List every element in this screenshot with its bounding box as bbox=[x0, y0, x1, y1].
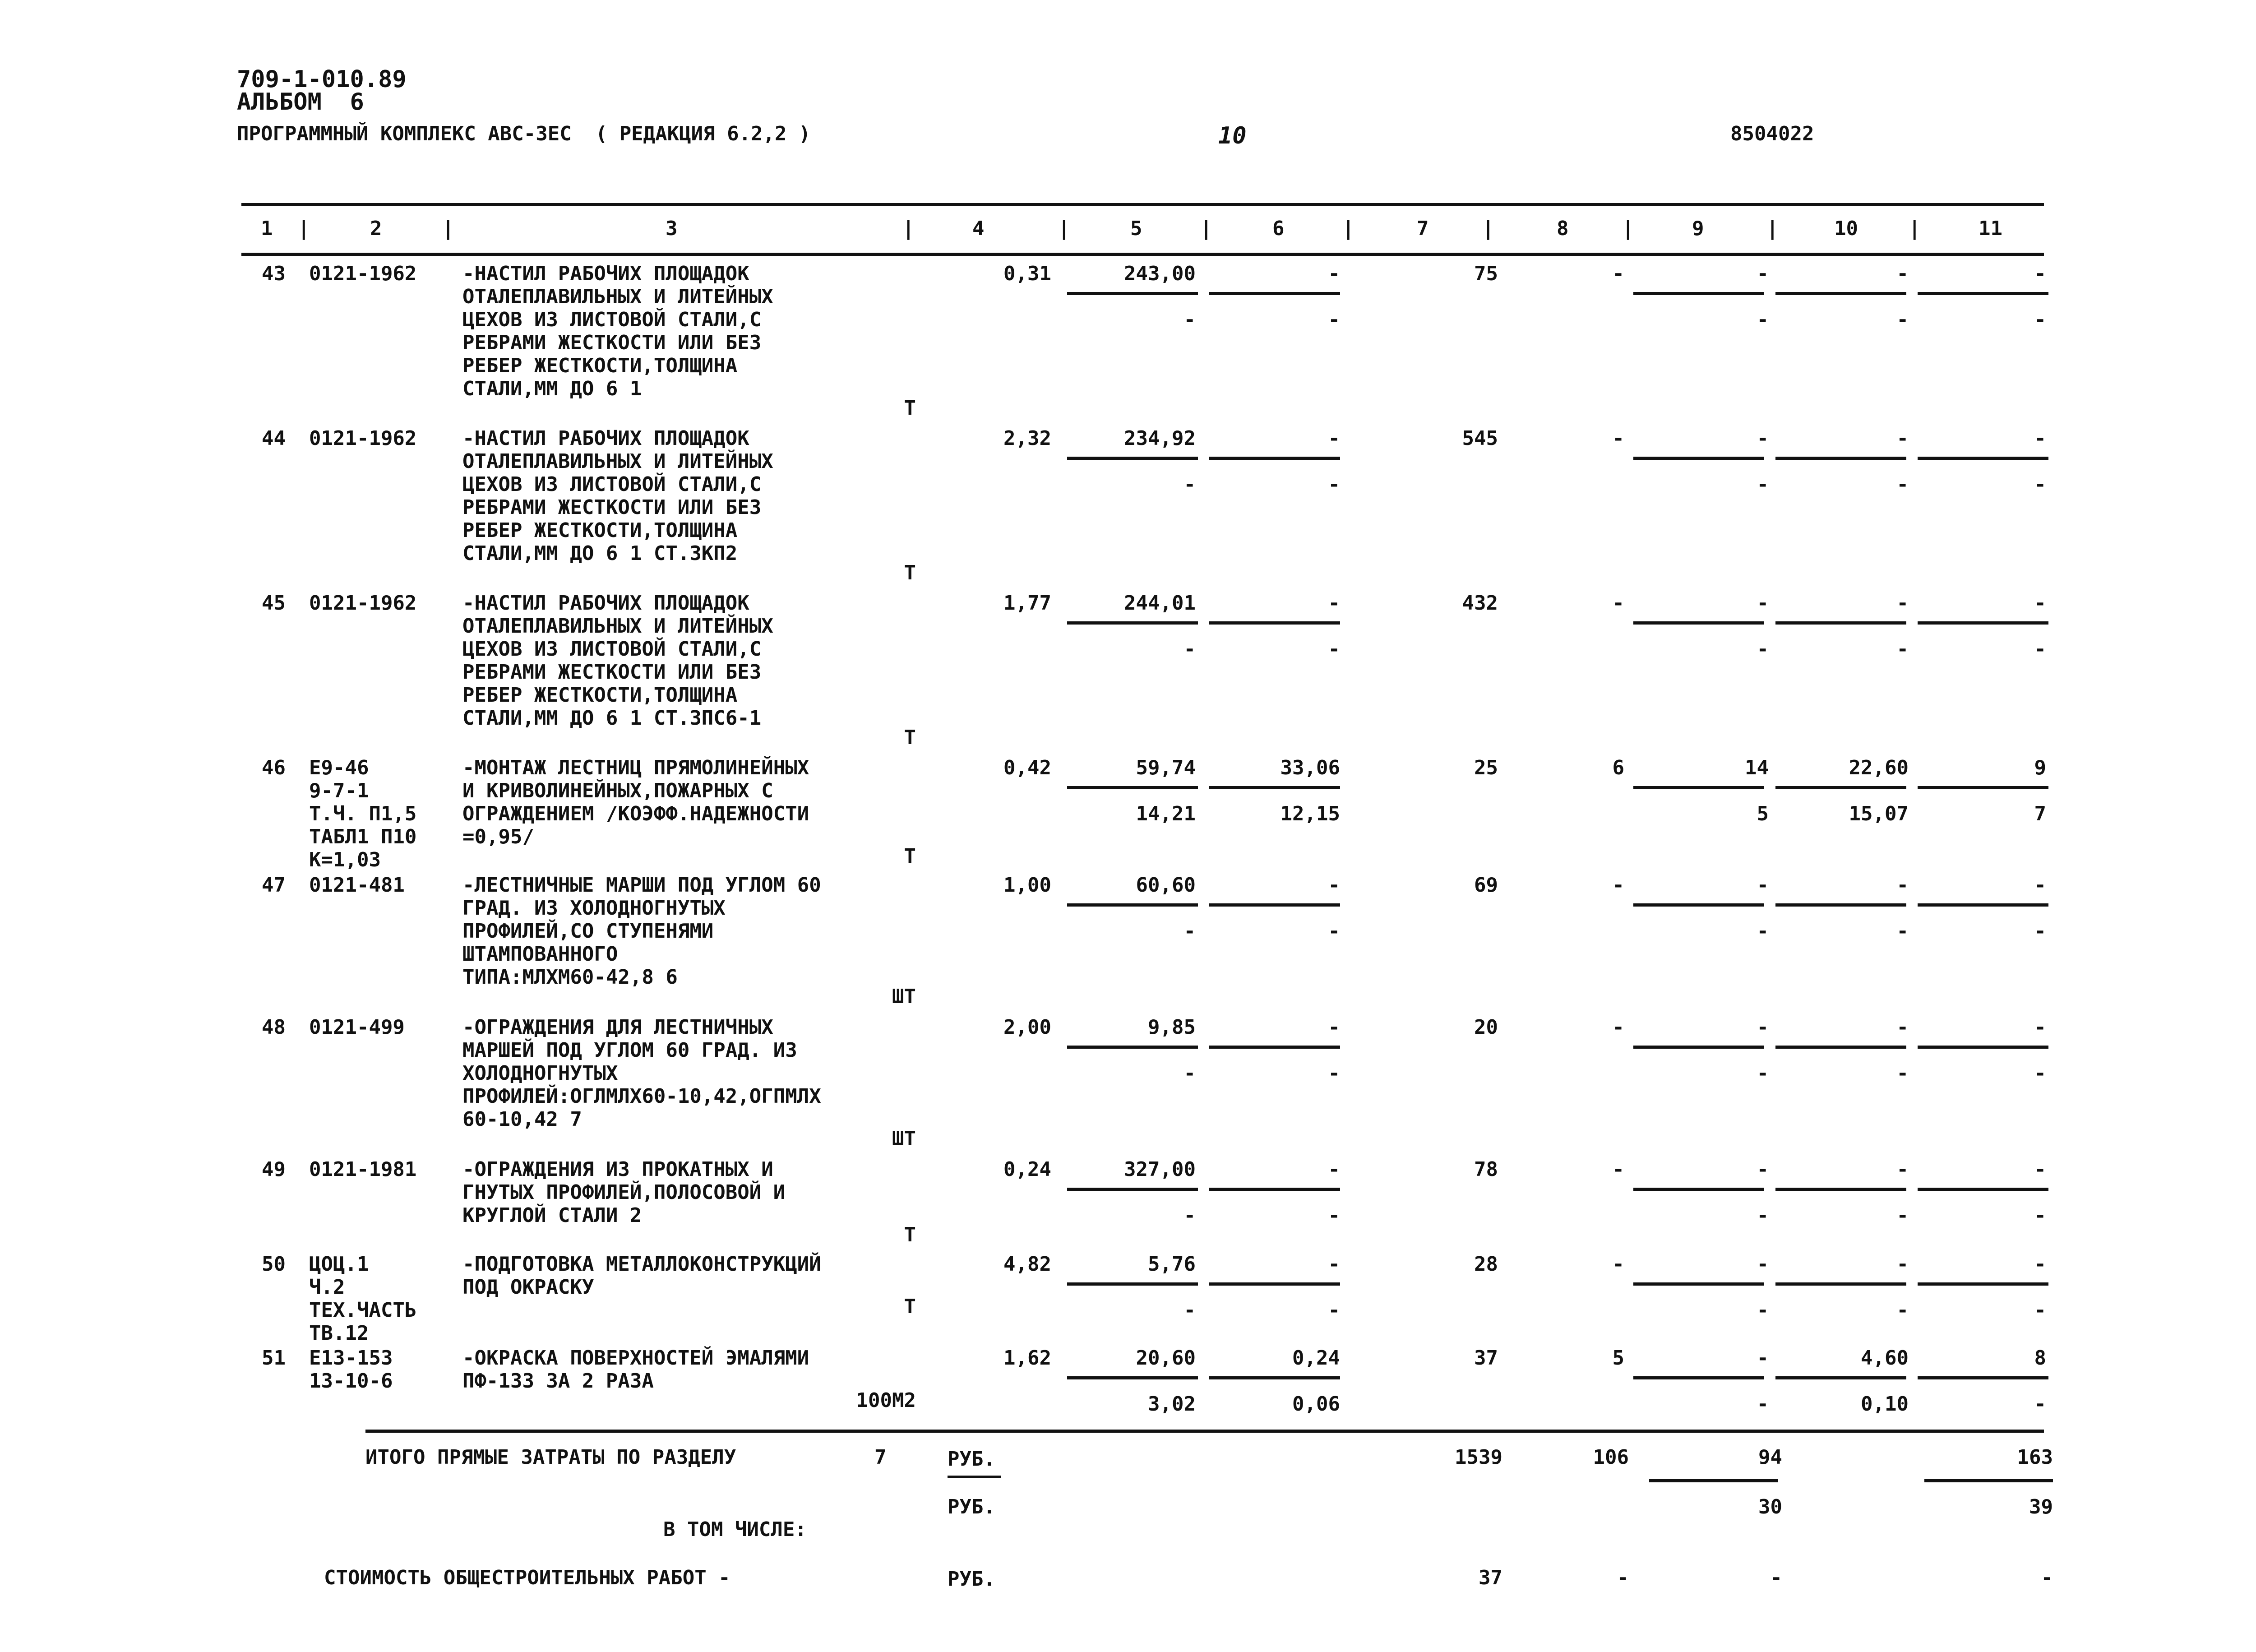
row-description: МАРШЕЙ ПОД УГЛОМ 60 ГРАД. ИЗ bbox=[462, 1039, 797, 1062]
row-col10-rule bbox=[1775, 1282, 1906, 1286]
row-description: РЕБЕР ЖЕСТКОСТИ,ТОЛЩИНА bbox=[462, 684, 738, 707]
row-description: ОТАЛЕПЛАВИЛЬНЫХ И ЛИТЕЙНЫХ bbox=[462, 615, 773, 638]
row-description: ТИПА:МЛХМ60-42,8 6 bbox=[462, 966, 678, 989]
row-col10-bottom: - bbox=[1896, 1062, 1909, 1085]
row-col11-rule bbox=[1918, 1188, 2048, 1191]
row-col9-rule bbox=[1633, 1282, 1764, 1286]
row-col9-top: - bbox=[1757, 1253, 1769, 1276]
row-col9-top: - bbox=[1757, 1158, 1769, 1181]
row-col6-bottom: - bbox=[1328, 473, 1340, 496]
row-description: ОТАЛЕПЛАВИЛЬНЫХ И ЛИТЕЙНЫХ bbox=[462, 450, 773, 473]
column-divider: | bbox=[298, 217, 310, 240]
row-description: ОГРАЖДЕНИЕМ /КОЭФФ.НАДЕЖНОСТИ bbox=[462, 802, 809, 825]
row-col6-rule bbox=[1209, 1046, 1340, 1049]
row-col5-top: 9,85 bbox=[1148, 1016, 1196, 1039]
row-col6-rule bbox=[1209, 1188, 1340, 1191]
row-col8: - bbox=[1612, 1253, 1624, 1276]
row-code: 0121-1981 bbox=[309, 1158, 417, 1181]
row-col6-top: - bbox=[1328, 1158, 1340, 1181]
row-col7: 75 bbox=[1474, 262, 1498, 285]
row-description: И КРИВОЛИНЕЙНЫХ,ПОЖАРНЫХ С bbox=[462, 779, 773, 802]
totals-section: 7 bbox=[874, 1446, 887, 1469]
row-col11-bottom: - bbox=[2034, 920, 2046, 943]
row-col5-bottom: - bbox=[1183, 920, 1196, 943]
row-code: ЦОЦ.1 bbox=[309, 1253, 369, 1276]
row-col9-top: 14 bbox=[1745, 756, 1769, 779]
row-col9-bottom: - bbox=[1757, 920, 1769, 943]
row-quantity: 2,00 bbox=[1003, 1016, 1051, 1039]
row-col5-top: 327,00 bbox=[1124, 1158, 1196, 1181]
row-col8: - bbox=[1612, 874, 1624, 897]
row-number: 46 bbox=[262, 756, 286, 779]
row-col11-rule bbox=[1918, 621, 2048, 625]
row-col7: 69 bbox=[1474, 874, 1498, 897]
row-col5-rule bbox=[1067, 1282, 1198, 1286]
row-col5-top: 244,01 bbox=[1124, 592, 1196, 615]
row-col10-top: - bbox=[1896, 874, 1909, 897]
table-top-rule bbox=[241, 203, 2044, 206]
row-col6-bottom: 0,06 bbox=[1292, 1393, 1340, 1416]
row-description: -МОНТАЖ ЛЕСТНИЦ ПРЯМОЛИНЕЙНЫХ bbox=[462, 756, 809, 779]
row-col7: 545 bbox=[1462, 427, 1498, 450]
row-col10-rule bbox=[1775, 457, 1906, 460]
row-col11-top: - bbox=[2034, 592, 2046, 615]
row-col10-top: 22,60 bbox=[1849, 756, 1909, 779]
row-col9-bottom: - bbox=[1757, 1393, 1769, 1416]
row-col10-bottom: - bbox=[1896, 638, 1909, 661]
row-col9-bottom: - bbox=[1757, 1299, 1769, 1322]
row-col11-bottom: - bbox=[2034, 473, 2046, 496]
row-col7: 37 bbox=[1474, 1347, 1498, 1370]
row-description: РЕБРАМИ ЖЕСТКОСТИ ИЛИ БЕЗ bbox=[462, 496, 762, 519]
column-divider: | bbox=[1622, 217, 1634, 240]
row-code: 0121-1962 bbox=[309, 427, 417, 450]
row-col8: 5 bbox=[1612, 1347, 1624, 1370]
column-divider: | bbox=[1058, 217, 1070, 240]
row-col5-rule bbox=[1067, 292, 1198, 295]
row-col11-top: - bbox=[2034, 262, 2046, 285]
row-quantity: 1,62 bbox=[1003, 1347, 1051, 1370]
row-quantity: 0,42 bbox=[1003, 756, 1051, 779]
row-description: -ЛЕСТНИЧНЫЕ МАРШИ ПОД УГЛОМ 60 bbox=[462, 874, 821, 897]
column-header-7: 7 bbox=[1417, 217, 1429, 240]
totals-col11-bottom: 39 bbox=[2029, 1495, 2053, 1518]
row-unit: Т bbox=[904, 1295, 916, 1318]
column-divider: | bbox=[1909, 217, 1921, 240]
row-code: 0121-481 bbox=[309, 874, 405, 897]
column-header-4: 4 bbox=[972, 217, 985, 240]
column-header-9: 9 bbox=[1692, 217, 1704, 240]
row-col10-rule bbox=[1775, 1188, 1906, 1191]
program-title: ПРОГРАММНЫЙ КОМПЛЕКС АВС-3ЕС ( РЕДАКЦИЯ 6.2,2 ) bbox=[237, 122, 811, 145]
column-divider: | bbox=[1342, 217, 1355, 240]
row-col6-top: - bbox=[1328, 1016, 1340, 1039]
row-col10-bottom: - bbox=[1896, 308, 1909, 331]
row-col9-bottom: - bbox=[1757, 473, 1769, 496]
row-col6-bottom: - bbox=[1328, 920, 1340, 943]
object-works-col7: 37 bbox=[1479, 1566, 1502, 1589]
totals-col9-top: 94 bbox=[1758, 1446, 1782, 1469]
album-label: АЛЬБОМ 6 bbox=[237, 88, 364, 116]
row-col10-bottom: - bbox=[1896, 1204, 1909, 1227]
row-col6-rule bbox=[1209, 457, 1340, 460]
row-col10-rule bbox=[1775, 1046, 1906, 1049]
object-works-label: СТОИМОСТЬ ОБЩЕСТРОИТЕЛЬНЫХ РАБОТ - bbox=[324, 1566, 730, 1589]
row-description: ГНУТЫХ ПРОФИЛЕЙ,ПОЛОСОВОЙ И bbox=[462, 1181, 786, 1204]
row-description: -ОКРАСКА ПОВЕРХНОСТЕЙ ЭМАЛЯМИ bbox=[462, 1347, 809, 1370]
row-col11-top: - bbox=[2034, 1158, 2046, 1181]
row-col11-bottom: - bbox=[2034, 1204, 2046, 1227]
row-col5-bottom: - bbox=[1183, 1062, 1196, 1085]
row-col10-bottom: - bbox=[1896, 920, 1909, 943]
row-col10-top: - bbox=[1896, 1158, 1909, 1181]
row-code: 0121-499 bbox=[309, 1016, 405, 1039]
totals-unit-1: РУБ. bbox=[948, 1448, 995, 1471]
column-divider: | bbox=[1200, 217, 1212, 240]
row-quantity: 4,82 bbox=[1003, 1253, 1051, 1276]
row-col5-rule bbox=[1067, 457, 1198, 460]
header-bottom-rule bbox=[241, 253, 2044, 256]
column-header-11: 11 bbox=[1979, 217, 2002, 240]
row-col9-top: - bbox=[1757, 592, 1769, 615]
row-description: ШТАМПОВАННОГО bbox=[462, 943, 618, 966]
row-col11-bottom: 7 bbox=[2034, 802, 2046, 825]
row-col5-rule bbox=[1067, 1046, 1198, 1049]
column-header-2: 2 bbox=[370, 217, 382, 240]
row-description: 60-10,42 7 bbox=[462, 1108, 582, 1131]
row-number: 45 bbox=[262, 592, 286, 615]
row-description: ПОД ОКРАСКУ bbox=[462, 1276, 594, 1299]
row-col5-bottom: - bbox=[1183, 308, 1196, 331]
row-col6-rule bbox=[1209, 786, 1340, 789]
including-label: В ТОМ ЧИСЛЕ: bbox=[663, 1518, 807, 1541]
row-col6-rule bbox=[1209, 1282, 1340, 1286]
object-works-unit: РУБ. bbox=[948, 1568, 995, 1591]
row-number: 49 bbox=[262, 1158, 286, 1181]
row-col11-bottom: - bbox=[2034, 308, 2046, 331]
row-description: ЦЕХОВ ИЗ ЛИСТОВОЙ СТАЛИ,С bbox=[462, 308, 762, 331]
row-col10-top: - bbox=[1896, 427, 1909, 450]
column-header-1: 1 bbox=[261, 217, 273, 240]
row-description: ПРОФИЛЕЙ:ОГЛМЛХ60-10,42,ОГПМЛХ bbox=[462, 1085, 821, 1108]
row-number: 51 bbox=[262, 1347, 286, 1370]
row-col5-top: 59,74 bbox=[1136, 756, 1196, 779]
column-header-8: 8 bbox=[1557, 217, 1569, 240]
row-code: ТЕХ.ЧАСТЬ bbox=[309, 1299, 417, 1322]
row-description: -ОГРАЖДЕНИЯ ДЛЯ ЛЕСТНИЧНЫХ bbox=[462, 1016, 773, 1039]
row-col5-top: 20,60 bbox=[1136, 1347, 1196, 1370]
row-col11-top: - bbox=[2034, 427, 2046, 450]
row-col10-rule bbox=[1775, 621, 1906, 625]
row-col11-rule bbox=[1918, 903, 2048, 907]
row-col9-top: - bbox=[1757, 874, 1769, 897]
row-code: Ч.2 bbox=[309, 1276, 345, 1299]
row-col6-top: - bbox=[1328, 427, 1340, 450]
row-col5-rule bbox=[1067, 1188, 1198, 1191]
row-col9-bottom: - bbox=[1757, 308, 1769, 331]
totals-rule bbox=[365, 1430, 2044, 1433]
row-code: Т.Ч. П1,5 bbox=[309, 802, 417, 825]
row-col5-top: 234,92 bbox=[1124, 427, 1196, 450]
row-col7: 20 bbox=[1474, 1016, 1498, 1039]
row-col5-top: 243,00 bbox=[1124, 262, 1196, 285]
object-works-col8: - bbox=[1617, 1566, 1629, 1589]
row-col9-bottom: 5 bbox=[1757, 802, 1769, 825]
column-divider: | bbox=[1482, 217, 1494, 240]
row-code: ТВ.12 bbox=[309, 1322, 369, 1345]
column-header-10: 10 bbox=[1834, 217, 1858, 240]
row-description: ЦЕХОВ ИЗ ЛИСТОВОЙ СТАЛИ,С bbox=[462, 473, 762, 496]
totals-col9-bottom: 30 bbox=[1758, 1495, 1782, 1518]
row-description: ПФ-133 ЗА 2 РАЗА bbox=[462, 1370, 654, 1393]
row-col5-bottom: - bbox=[1183, 1299, 1196, 1322]
row-col11-bottom: - bbox=[2034, 1393, 2046, 1416]
row-description: РЕБЕР ЖЕСТКОСТИ,ТОЛЩИНА bbox=[462, 519, 738, 542]
row-col5-rule bbox=[1067, 1376, 1198, 1379]
row-unit: ШТ bbox=[892, 985, 916, 1008]
row-col11-top: - bbox=[2034, 1253, 2046, 1276]
row-col11-top: 9 bbox=[2034, 756, 2046, 779]
row-col9-rule bbox=[1633, 1046, 1764, 1049]
row-col10-bottom: 0,10 bbox=[1861, 1393, 1909, 1416]
object-works-col11: - bbox=[2041, 1566, 2053, 1589]
column-divider: | bbox=[442, 217, 454, 240]
row-col8: - bbox=[1612, 592, 1624, 615]
row-quantity: 1,00 bbox=[1003, 874, 1051, 897]
row-col10-top: - bbox=[1896, 1016, 1909, 1039]
row-col9-top: - bbox=[1757, 1016, 1769, 1039]
row-col11-rule bbox=[1918, 1376, 2048, 1379]
row-quantity: 1,77 bbox=[1003, 592, 1051, 615]
totals-unit-underline bbox=[948, 1476, 1001, 1478]
row-col11-bottom: - bbox=[2034, 1062, 2046, 1085]
row-number: 50 bbox=[262, 1253, 286, 1276]
totals-col11-top: 163 bbox=[2017, 1446, 2053, 1469]
row-code: 9-7-1 bbox=[309, 779, 369, 802]
row-number: 47 bbox=[262, 874, 286, 897]
row-unit: ШТ bbox=[892, 1127, 916, 1150]
row-quantity: 0,31 bbox=[1003, 262, 1051, 285]
row-col11-top: - bbox=[2034, 874, 2046, 897]
row-col11-rule bbox=[1918, 1282, 2048, 1286]
row-col5-rule bbox=[1067, 903, 1198, 907]
row-description: =0,95/ bbox=[462, 825, 534, 848]
row-number: 44 bbox=[262, 427, 286, 450]
row-col6-bottom: - bbox=[1328, 1062, 1340, 1085]
row-col6-rule bbox=[1209, 292, 1340, 295]
row-col9-top: - bbox=[1757, 1347, 1769, 1370]
row-col11-rule bbox=[1918, 1046, 2048, 1049]
row-col6-rule bbox=[1209, 903, 1340, 907]
row-col6-bottom: - bbox=[1328, 1299, 1340, 1322]
row-col11-top: - bbox=[2034, 1016, 2046, 1039]
row-col11-rule bbox=[1918, 292, 2048, 295]
row-number: 48 bbox=[262, 1016, 286, 1039]
row-col5-top: 5,76 bbox=[1148, 1253, 1196, 1276]
row-description: РЕБРАМИ ЖЕСТКОСТИ ИЛИ БЕЗ bbox=[462, 661, 762, 684]
row-col6-rule bbox=[1209, 1376, 1340, 1379]
row-col10-bottom: - bbox=[1896, 1299, 1909, 1322]
row-col9-rule bbox=[1633, 786, 1764, 789]
row-col9-rule bbox=[1633, 903, 1764, 907]
row-code: 0121-1962 bbox=[309, 592, 417, 615]
row-description: РЕБРАМИ ЖЕСТКОСТИ ИЛИ БЕЗ bbox=[462, 331, 762, 354]
row-code: 13-10-6 bbox=[309, 1370, 393, 1393]
row-col9-rule bbox=[1633, 292, 1764, 295]
row-col10-bottom: - bbox=[1896, 473, 1909, 496]
row-col10-bottom: 15,07 bbox=[1849, 802, 1909, 825]
row-col6-bottom: - bbox=[1328, 308, 1340, 331]
row-col10-rule bbox=[1775, 1376, 1906, 1379]
doc-code: 709-1-010.89 bbox=[237, 66, 407, 93]
row-quantity: 2,32 bbox=[1003, 427, 1051, 450]
row-col6-bottom: 12,15 bbox=[1280, 802, 1340, 825]
row-col10-top: - bbox=[1896, 592, 1909, 615]
row-col8: 6 bbox=[1612, 756, 1624, 779]
row-col5-bottom: 3,02 bbox=[1148, 1393, 1196, 1416]
row-col6-top: 33,06 bbox=[1280, 756, 1340, 779]
row-col9-rule bbox=[1633, 1376, 1764, 1379]
row-code: Е13-153 bbox=[309, 1347, 393, 1370]
row-code: Е9-46 bbox=[309, 756, 369, 779]
row-col5-top: 60,60 bbox=[1136, 874, 1196, 897]
row-col5-bottom: - bbox=[1183, 1204, 1196, 1227]
row-col9-top: - bbox=[1757, 262, 1769, 285]
row-unit: Т bbox=[904, 845, 916, 868]
row-col11-rule bbox=[1918, 457, 2048, 460]
row-description: СТАЛИ,ММ ДО 6 1 СТ.3КП2 bbox=[462, 542, 738, 565]
row-col10-top: - bbox=[1896, 1253, 1909, 1276]
totals-col8: 106 bbox=[1593, 1446, 1629, 1469]
column-header-5: 5 bbox=[1130, 217, 1142, 240]
column-header-6: 6 bbox=[1272, 217, 1285, 240]
row-code: К=1,03 bbox=[309, 848, 381, 871]
row-col7: 25 bbox=[1474, 756, 1498, 779]
row-description: ЦЕХОВ ИЗ ЛИСТОВОЙ СТАЛИ,С bbox=[462, 638, 762, 661]
row-code: 0121-1962 bbox=[309, 262, 417, 285]
row-col5-bottom: 14,21 bbox=[1136, 802, 1196, 825]
row-description: -НАСТИЛ РАБОЧИХ ПЛОЩАДОК bbox=[462, 427, 749, 450]
row-col6-bottom: - bbox=[1328, 638, 1340, 661]
row-description: ХОЛОДНОГНУТЫХ bbox=[462, 1062, 618, 1085]
row-unit: Т bbox=[904, 1223, 916, 1246]
row-description: ГРАД. ИЗ ХОЛОДНОГНУТЫХ bbox=[462, 897, 726, 920]
doc-number: 8504022 bbox=[1730, 122, 1814, 145]
row-col11-top: 8 bbox=[2034, 1347, 2046, 1370]
row-description: ОТАЛЕПЛАВИЛЬНЫХ И ЛИТЕЙНЫХ bbox=[462, 285, 773, 308]
row-col9-bottom: - bbox=[1757, 1204, 1769, 1227]
row-col10-rule bbox=[1775, 786, 1906, 789]
row-description: РЕБЕР ЖЕСТКОСТИ,ТОЛЩИНА bbox=[462, 354, 738, 377]
row-col11-bottom: - bbox=[2034, 1299, 2046, 1322]
row-col7: 28 bbox=[1474, 1253, 1498, 1276]
row-col8: - bbox=[1612, 1016, 1624, 1039]
row-col10-top: - bbox=[1896, 262, 1909, 285]
totals-col9-rule bbox=[1649, 1479, 1778, 1482]
column-divider: | bbox=[902, 217, 915, 240]
row-col11-bottom: - bbox=[2034, 638, 2046, 661]
row-number: 43 bbox=[262, 262, 286, 285]
row-col6-bottom: - bbox=[1328, 1204, 1340, 1227]
row-col10-rule bbox=[1775, 292, 1906, 295]
row-unit: Т bbox=[904, 561, 916, 584]
row-col10-top: 4,60 bbox=[1861, 1347, 1909, 1370]
row-unit: 100М2 bbox=[856, 1389, 916, 1412]
row-description: -НАСТИЛ РАБОЧИХ ПЛОЩАДОК bbox=[462, 262, 749, 285]
row-unit: Т bbox=[904, 726, 916, 749]
row-col5-rule bbox=[1067, 786, 1198, 789]
row-col6-top: - bbox=[1328, 1253, 1340, 1276]
row-description: -ПОДГОТОВКА МЕТАЛЛОКОНСТРУКЦИЙ bbox=[462, 1253, 821, 1276]
row-col6-top: - bbox=[1328, 262, 1340, 285]
row-description: СТАЛИ,ММ ДО 6 1 bbox=[462, 377, 642, 400]
row-description: -НАСТИЛ РАБОЧИХ ПЛОЩАДОК bbox=[462, 592, 749, 615]
row-col9-rule bbox=[1633, 621, 1764, 625]
column-divider: | bbox=[1766, 217, 1779, 240]
row-col5-bottom: - bbox=[1183, 638, 1196, 661]
totals-col11-rule bbox=[1924, 1479, 2053, 1482]
row-col8: - bbox=[1612, 262, 1624, 285]
row-col8: - bbox=[1612, 427, 1624, 450]
object-works-col9: - bbox=[1770, 1566, 1782, 1589]
totals-unit-2: РУБ. bbox=[948, 1495, 995, 1518]
row-code: ТАБЛ1 П10 bbox=[309, 825, 417, 848]
page-number: 10 bbox=[1218, 122, 1247, 149]
row-col5-rule bbox=[1067, 621, 1198, 625]
row-col9-bottom: - bbox=[1757, 1062, 1769, 1085]
column-header-3: 3 bbox=[666, 217, 678, 240]
row-col5-bottom: - bbox=[1183, 473, 1196, 496]
row-col9-rule bbox=[1633, 457, 1764, 460]
row-description: -ОГРАЖДЕНИЯ ИЗ ПРОКАТНЫХ И bbox=[462, 1158, 773, 1181]
row-unit: Т bbox=[904, 397, 916, 420]
row-col6-top: - bbox=[1328, 592, 1340, 615]
row-col9-rule bbox=[1633, 1188, 1764, 1191]
row-col10-rule bbox=[1775, 903, 1906, 907]
totals-label: ИТОГО ПРЯМЫЕ ЗАТРАТЫ ПО РАЗДЕЛУ bbox=[365, 1446, 736, 1469]
row-col6-top: - bbox=[1328, 874, 1340, 897]
row-col6-rule bbox=[1209, 621, 1340, 625]
row-col7: 432 bbox=[1462, 592, 1498, 615]
row-col8: - bbox=[1612, 1158, 1624, 1181]
row-quantity: 0,24 bbox=[1003, 1158, 1051, 1181]
row-col9-top: - bbox=[1757, 427, 1769, 450]
row-description: ПРОФИЛЕЙ,СО СТУПЕНЯМИ bbox=[462, 920, 714, 943]
row-description: СТАЛИ,ММ ДО 6 1 СТ.3ПС6-1 bbox=[462, 707, 762, 730]
row-col7: 78 bbox=[1474, 1158, 1498, 1181]
row-col6-top: 0,24 bbox=[1292, 1347, 1340, 1370]
totals-col7: 1539 bbox=[1455, 1446, 1502, 1469]
row-description: КРУГЛОЙ СТАЛИ 2 bbox=[462, 1204, 642, 1227]
row-col11-rule bbox=[1918, 786, 2048, 789]
row-col9-bottom: - bbox=[1757, 638, 1769, 661]
